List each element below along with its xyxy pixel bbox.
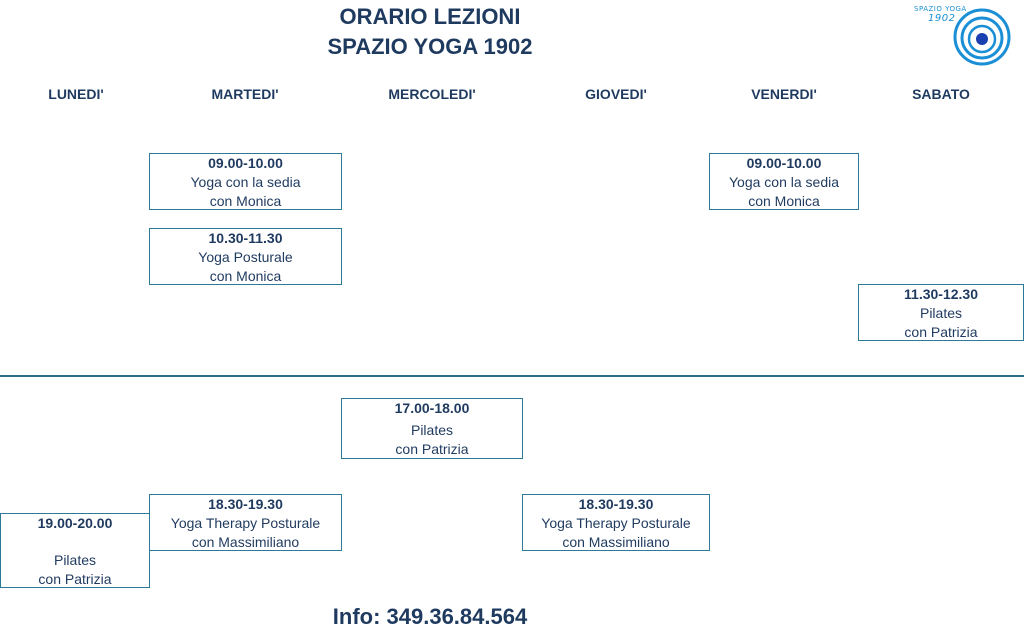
class-name: Pilates bbox=[53, 552, 97, 568]
day-sabato: SABATO bbox=[912, 86, 970, 102]
class-teacher: con Massimiliano bbox=[191, 534, 300, 550]
class-teacher: con Monica bbox=[209, 268, 282, 284]
class-name: Yoga Posturale bbox=[198, 249, 293, 265]
class-name: Pilates bbox=[410, 422, 454, 438]
day-venerdi: VENERDI' bbox=[751, 86, 817, 102]
class-card bbox=[149, 228, 342, 285]
day-lunedi: LUNEDI' bbox=[48, 86, 104, 102]
class-teacher: con Patrizia bbox=[395, 441, 469, 457]
class-name: Yoga con la sedia bbox=[728, 174, 840, 190]
logo-text: SPAZIO YOGA bbox=[914, 5, 967, 13]
class-card bbox=[858, 284, 1024, 341]
logo-year: 1902 bbox=[928, 13, 956, 24]
info-phone: Info: 349.36.84.564 bbox=[332, 604, 528, 629]
page-subtitle: SPAZIO YOGA 1902 bbox=[327, 34, 533, 59]
class-time: 09.00-10.00 bbox=[208, 155, 283, 171]
class-teacher: con Monica bbox=[748, 193, 820, 209]
day-giovedi: GIOVEDI' bbox=[585, 86, 647, 102]
class-card bbox=[709, 153, 859, 210]
class-name: Yoga con la sedia bbox=[190, 174, 301, 190]
class-time: 09.00-10.00 bbox=[746, 155, 822, 171]
class-name: Pilates bbox=[919, 305, 963, 321]
class-time: 19.00-20.00 bbox=[37, 515, 113, 531]
class-teacher: con Monica bbox=[209, 193, 282, 209]
class-card bbox=[149, 494, 342, 551]
day-mercoledi: MERCOLEDI' bbox=[388, 86, 476, 102]
class-card bbox=[0, 513, 150, 588]
class-time: 18.30-19.30 bbox=[208, 496, 283, 512]
class-name: Yoga Therapy Posturale bbox=[541, 515, 691, 531]
class-time: 17.00-18.00 bbox=[394, 400, 470, 416]
class-name: Yoga Therapy Posturale bbox=[170, 515, 321, 531]
spiral-logo-icon bbox=[908, 3, 1018, 71]
class-teacher: con Patrizia bbox=[38, 571, 112, 587]
class-teacher: con Massimiliano bbox=[562, 534, 670, 550]
spiral-icon bbox=[908, 3, 1018, 71]
class-card bbox=[149, 153, 342, 210]
day-martedi: MARTEDI' bbox=[211, 86, 279, 102]
class-card bbox=[341, 398, 523, 459]
class-teacher: con Patrizia bbox=[904, 324, 978, 340]
page-title: ORARIO LEZIONI bbox=[339, 4, 521, 29]
class-time: 10.30-11.30 bbox=[208, 230, 283, 246]
class-time: 11.30-12.30 bbox=[904, 286, 978, 302]
class-time: 18.30-19.30 bbox=[578, 496, 654, 512]
divider bbox=[0, 375, 1024, 377]
class-card bbox=[522, 494, 710, 551]
